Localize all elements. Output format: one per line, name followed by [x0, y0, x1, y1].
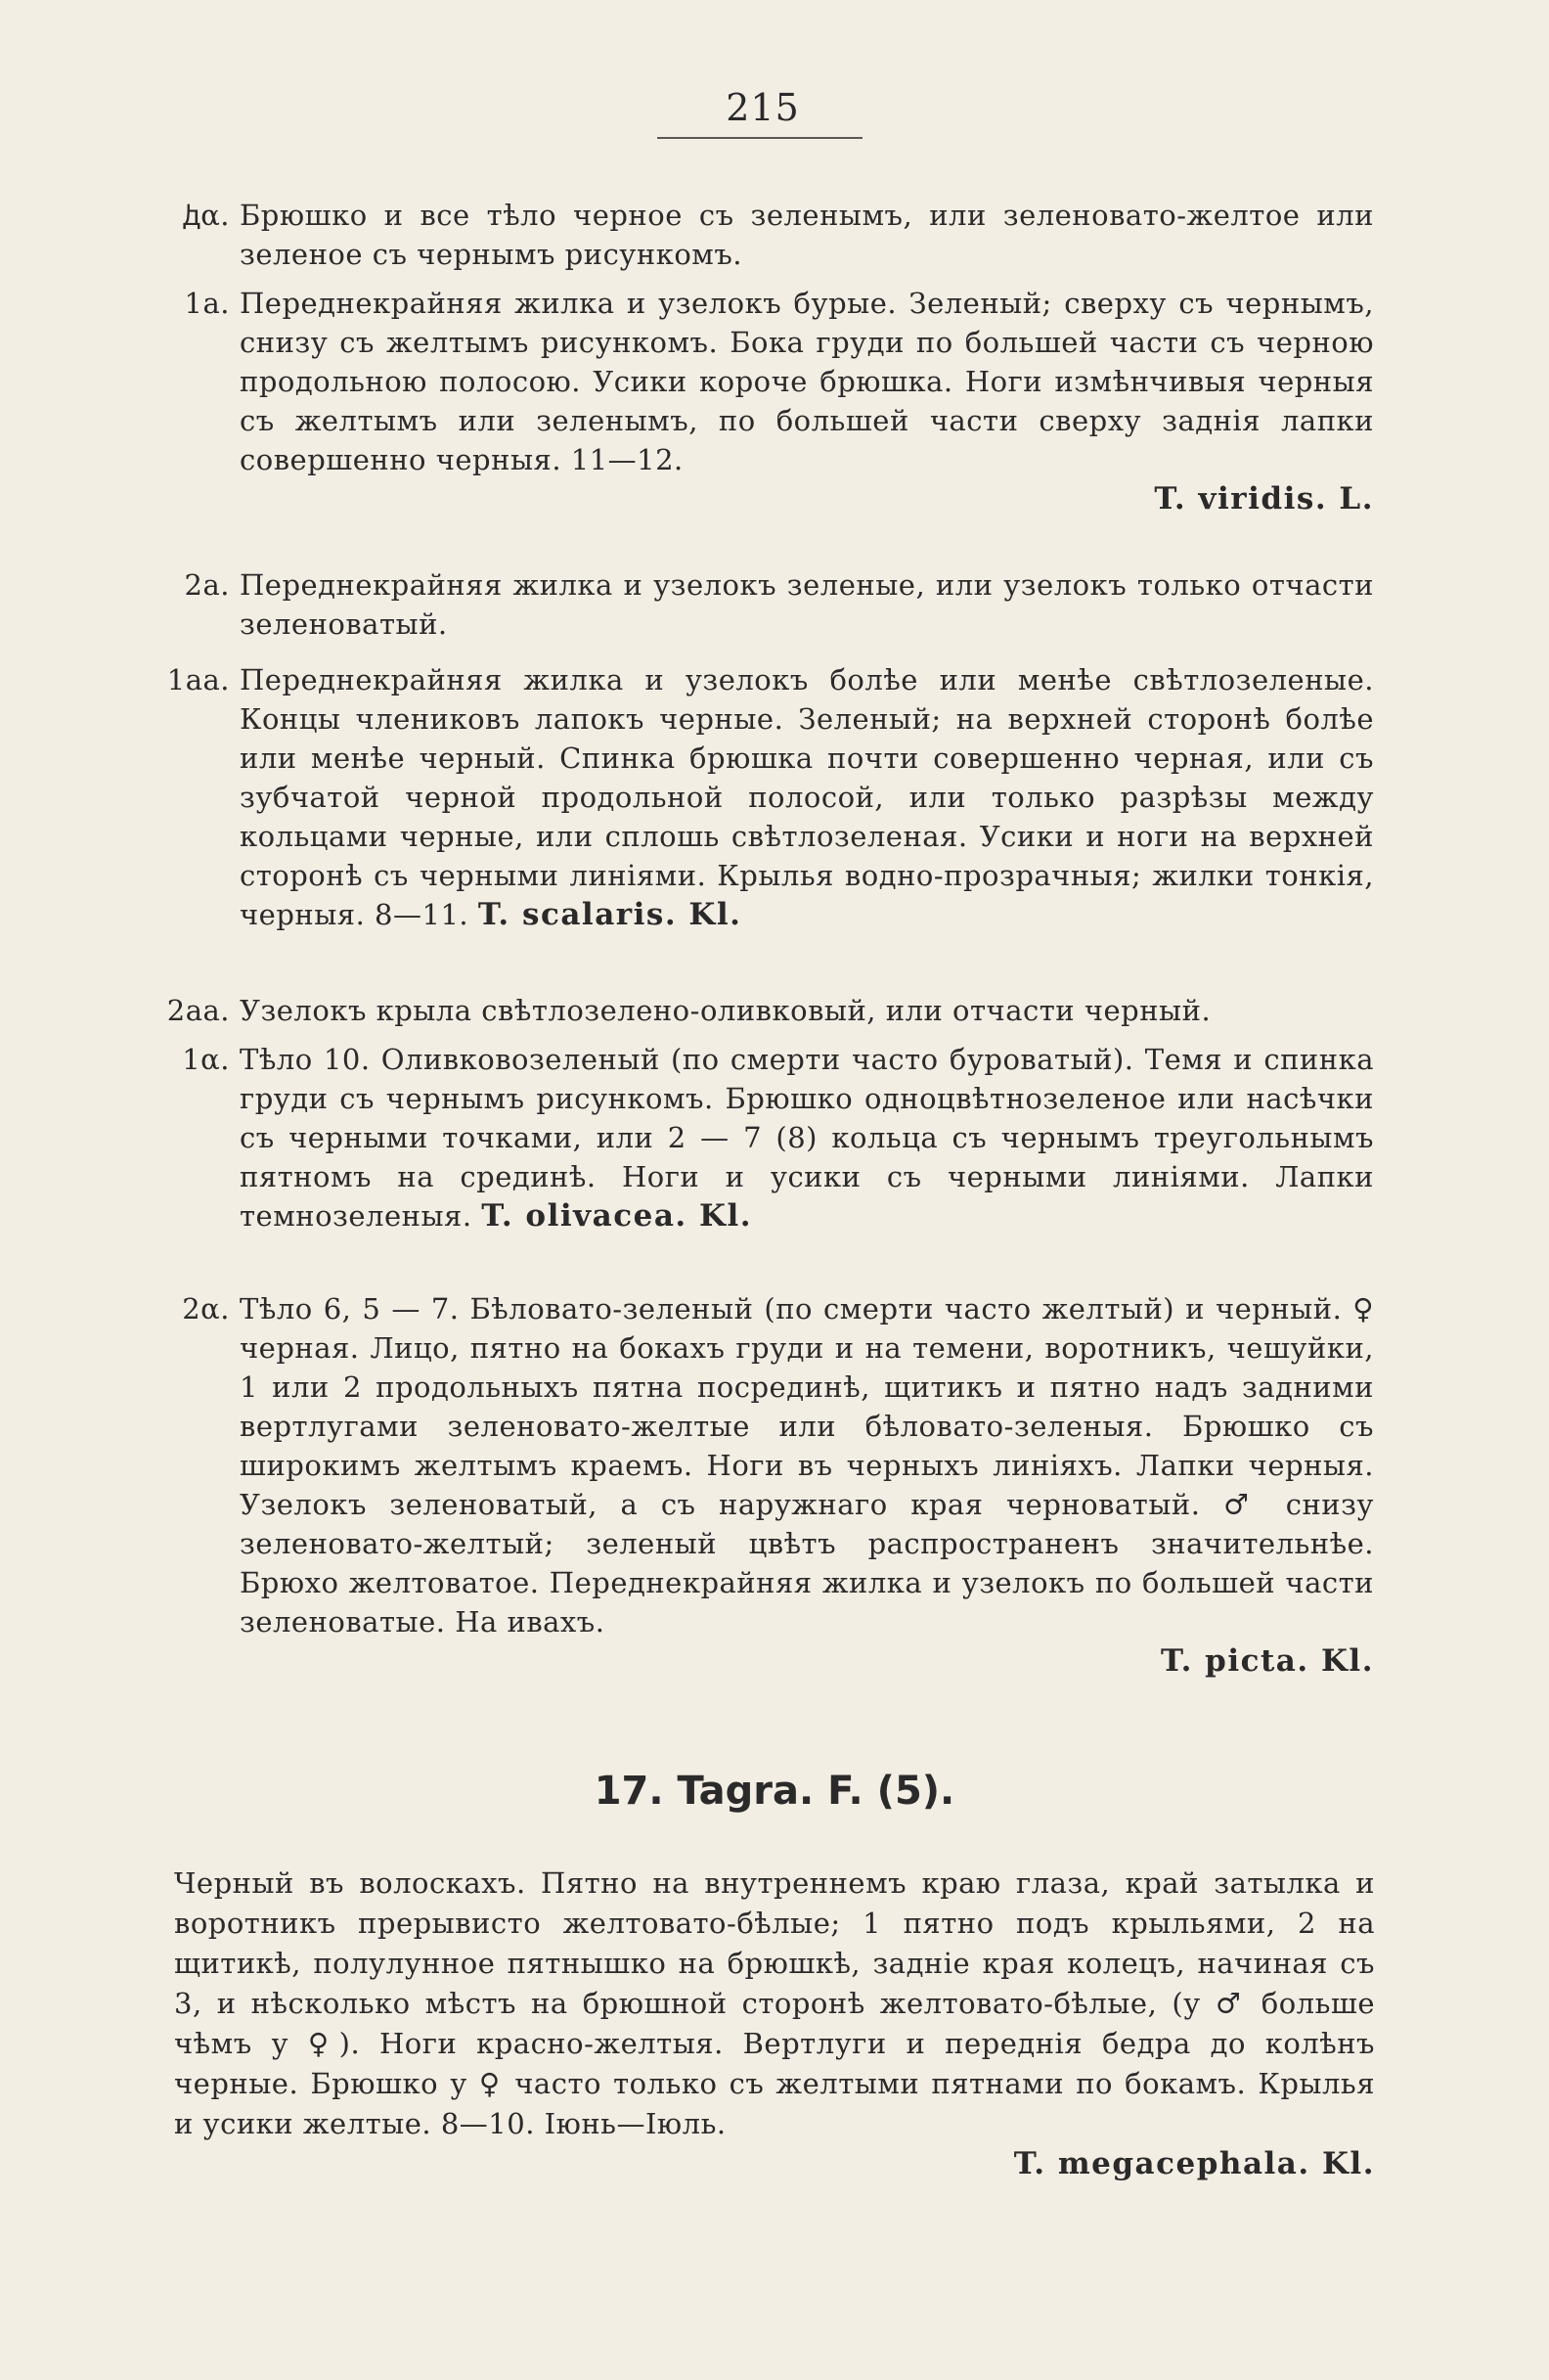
entry-text: Узелокъ крыла свѣтлозелено-оливковый, или отчасти черный. — [240, 994, 1212, 1027]
key-entry-2 — [184, 284, 1374, 518]
entry-code: 2a. — [184, 568, 230, 602]
species-name: T. picta. Kl. — [1161, 1643, 1374, 1679]
entry-text: Брюшко и все тѣло черное съ зеленымъ, или зеленовато-желтое или зеленое съ чернымъ рисункомъ. — [240, 199, 1374, 271]
entry-text: Переднекрайняя жилка и узелокъ бурые. Зеленый; сверху съ чернымъ, снизу съ желтымъ рисункомъ. Бока груди по большей части съ черною продольною полосою. Усики короче брюшка. Ноги измѣнчивыя черныя съ желтымъ или зеленымъ, по большей части сверху заднія лапки совершенно черныя. 11—12. — [240, 287, 1374, 476]
entry-code: ꚁα. — [183, 199, 230, 232]
entry-code: 1aa. — [166, 663, 230, 696]
page-number: 215 — [726, 86, 800, 129]
key-entry-6 — [182, 1040, 1374, 1235]
species-name: T. megacephala. Kl. — [1013, 2146, 1375, 2181]
entry-text: Переднекрайняя жилка и узелокъ болѣе или менѣе свѣтлозеленые. Концы члениковъ лапокъ черные. Зеленый; на верхней сторонѣ болѣе или менѣе черный. Спинка брюшка почти совершенно черная, или съ зубчатой черной продольной полосой, или только разрѣзы между кольцами черные, или сплошь свѣтлозеленая. Усики и ноги на верхней сторонѣ съ черными линіями. Крылья водно-прозрачныя; жилки тонкія, черныя. 8—11. — [240, 663, 1374, 931]
page-number-rule — [657, 137, 863, 139]
key-entry-1 — [183, 196, 1374, 274]
entry-code: 1α. — [182, 1043, 230, 1076]
key-entry-4 — [166, 660, 1374, 934]
entry-text: Тѣло 6, 5 — 7. Бѣловато-зеленый (по смерти часто желтый) и черный. ♀ черная. Лицо, пятно на бокахъ груди и на темени, воротникъ, чешуйки, 1 или 2 продольныхъ пятна посрединѣ, щитикъ и пятно надъ задними вертлугами зеленовато-желтые или бѣловато-зеленыя. Брюшко съ широкимъ желтымъ краемъ. Ноги въ черныхъ линіяхъ. Лапки черныя. Узелокъ зеленоватый, а съ наружнаго края черноватый. ♂ снизу зеленовато-желтый; зеленый цвѣтъ распространенъ значительнѣе. Брюхо желтоватое. Переднекрайняя жилка и узелокъ по большей части зеленоватые. На ивахъ. — [240, 1292, 1374, 1639]
entry-code: 2aa. — [166, 994, 230, 1027]
species-name: T. olivacea. Kl. — [481, 1198, 753, 1234]
section-heading: 17. Tagra. F. (5). — [594, 1769, 955, 1814]
entry-text: Тѣло 10. Оливковозеленый (по смерти часто буроватый). Темя и спинка груди съ чернымъ рисункомъ. Брюшко одноцвѣтнозеленое или насѣчки съ черными точками, или 2 — 7 (8) кольца съ чернымъ треугольнымъ пятномъ на срединѣ. Ноги и усики съ черными линіями. Лапки темнозеленыя. — [240, 1043, 1374, 1233]
key-entry-5 — [166, 991, 1374, 1030]
species-name: T. scalaris. Kl. — [477, 897, 742, 932]
species-name: T. viridis. L. — [1154, 481, 1374, 516]
entry-text: Переднекрайняя жилка и узелокъ зеленые, или узелокъ только отчасти зеленоватый. — [240, 568, 1374, 641]
key-entry-3 — [184, 565, 1374, 644]
description-text: Черный въ волоскахъ. Пятно на внутреннемъ краю глаза, край затылка и воротникъ прерывисто желтовато-бѣлые; 1 пятно подъ крыльями, 2 на щитикѣ, полулунное пятнышко на брюшкѣ, задніе края колецъ, начиная съ 3, и нѣсколько мѣстъ на брюшной сторонѣ желтовато-бѣлые, (у ♂ больше чѣмъ у ♀). Ноги красно-желтыя. Вертлуги и переднія бедра до колѣнъ черные. Брюшко у ♀ часто только съ желтыми пятнами по бокамъ. Крылья и усики желтые. 8—10. Іюнь—Іюль. — [174, 1866, 1375, 2140]
entry-code: 2α. — [182, 1292, 230, 1325]
key-entry-7 — [182, 1289, 1374, 1681]
genus-description — [174, 1864, 1375, 2184]
entry-code: 1a. — [184, 287, 230, 320]
